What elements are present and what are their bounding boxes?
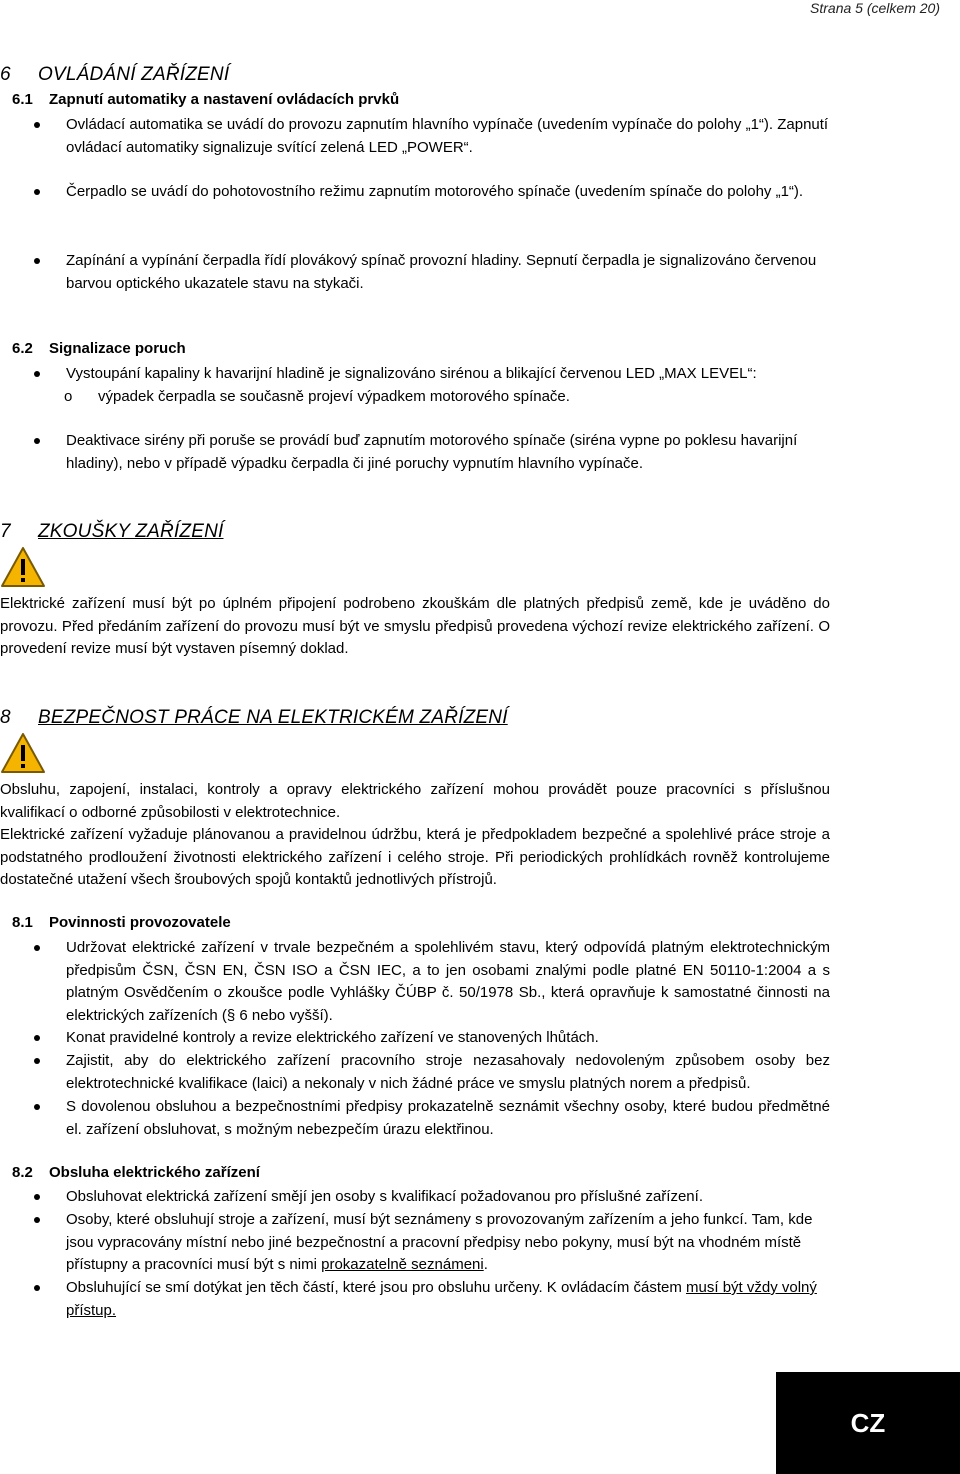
- section-6-heading: [0, 64, 229, 86]
- warning-triangle-icon: [0, 732, 46, 774]
- paragraph: Obsluhu, zapojení, instalaci, kontroly a opravy elektrického zařízení mohou provádět pouze pracovníci s příslušnou kvalifikací o odborné způsobilosti v elektrotechnice.: [0, 781, 830, 821]
- list-item-text: Obsluhující se smí dotýkat jen těch částí, které jsou pro obsluhu určeny. K ovládacím částem: [66, 1279, 687, 1296]
- subsection-title: Povinnosti provozovatele: [49, 914, 231, 931]
- sub-list-marker: o: [64, 388, 73, 405]
- list-item: Deaktivace sirény při poruše se provádí buď zapnutím motorového spínače (siréna vypne po poklesu havarijní hladiny), nebo v případě výpadku čerpadla či jiné poruchy vypnutím hlavního vypínače.: [66, 430, 830, 475]
- list-item-text: .: [483, 1256, 488, 1273]
- section-8-heading: [0, 707, 508, 729]
- list-item: S dovolenou obsluhou a bezpečnostními předpisy prokazatelně seznámit všechny osoby, které budou předmětné el. zařízení obsluhovat, s možným nebezpečím úrazu elektřinou.: [66, 1096, 830, 1141]
- subsection-number: 8.1: [12, 914, 33, 931]
- section-title: OVLÁDÁNÍ ZAŘÍZENÍ: [38, 64, 230, 85]
- subsection-6-2-heading: [12, 340, 186, 357]
- section-title: BEZPEČNOST PRÁCE NA ELEKTRICKÉM ZAŘÍZENÍ: [38, 707, 508, 728]
- list-item-text: Osoby, které obsluhují stroje a zařízení, musí být seznámeny s provozovaným zařízením a jeho funkcí. Tam, kde jsou vypracovány místní nebo jiné bezpečnostní a pracovní předpisy nebo pokyny, musí být na vhodném místě přístupny a pracovníci musí být s nimi: [66, 1211, 813, 1273]
- subsection-number: 8.2: [12, 1164, 33, 1181]
- section-number: 8: [0, 707, 11, 728]
- page-number: Strana 5 (celkem 20): [810, 0, 940, 16]
- warning-triangle-icon: [0, 546, 46, 588]
- section-number: 7: [0, 521, 11, 542]
- subsection-title: Zapnutí automatiky a nastavení ovládacích prvků: [49, 91, 400, 108]
- section-number: 6: [0, 64, 11, 85]
- list-item: Zajistit, aby do elektrického zařízení pracovního stroje nezasahovaly nedovoleným způsobem osoby bez elektrotechnické kvalifikace (laici) a nekonaly v nich žádné práce ve smyslu platných norem a předpisů.: [66, 1050, 830, 1095]
- list-item: Čerpadlo se uvádí do pohotovostního režimu zapnutím motorového spínače (uvedením spínače do polohy „1“).: [66, 181, 830, 204]
- underlined-text: prokazatelně seznámeni: [321, 1256, 484, 1273]
- subsection-8-1-heading: [12, 914, 231, 931]
- language-badge: CZ: [776, 1372, 960, 1474]
- list-item: Zapínání a vypínání čerpadla řídí plovákový spínač provozní hladiny. Sepnutí čerpadla je signalizováno červenou barvou optického ukazatele stavu na stykači.: [66, 250, 830, 295]
- subsection-number: 6.1: [12, 91, 33, 108]
- list-item: Obsluhovat elektrická zařízení smějí jen osoby s kvalifikací požadovanou pro příslušné zařízení.: [66, 1186, 830, 1209]
- list-item: Vystoupání kapaliny k havarijní hladině je signalizováno sirénou a blikající červenou LED „MAX LEVEL“:: [66, 363, 846, 386]
- list-item: Udržovat elektrické zařízení v trvale bezpečném a spolehlivém stavu, který odpovídá platným elektrotechnickým předpisům ČSN, ČSN EN, ČSN ISO a ČSN IEC, a to jen osobami znalými podle platné EN 50110-1:2004 a s platným Osvědčením o zkoušce podle Vyhlášky ČÚBP č. 50/1978 Sb., která opravňuje k samostatné činnosti na elektrických zařízeních (§ 6 nebo vyšší).: [66, 937, 830, 1027]
- list-item: [66, 1277, 830, 1322]
- list-item: Ovládací automatika se uvádí do provozu zapnutím hlavního vypínače (uvedením vypínače do polohy „1“). Zapnutí ovládací automatiky signalizuje svítící zelená LED „POWER“.: [66, 114, 830, 159]
- underlined-text: musí být vždy volný přístup.: [66, 1279, 817, 1319]
- section-title: ZKOUŠKY ZAŘÍZENÍ: [38, 521, 224, 542]
- subsection-8-2-heading: [12, 1164, 260, 1181]
- subsection-6-1-heading: [12, 91, 399, 108]
- subsection-title: Obsluha elektrického zařízení: [49, 1164, 260, 1181]
- subsection-title: Signalizace poruch: [49, 340, 186, 357]
- paragraph: Elektrické zařízení vyžaduje plánovanou a pravidelnou údržbu, která je předpokladem bezpečné a spolehlivé práce stroje a podstatného prodloužení životnosti elektrického zařízení i celého stroje. Při periodických prohlídkách rovněž kontrolujeme dostatečné utažení všech šroubových spojů kontaktů jednotlivých přístrojů.: [0, 826, 830, 888]
- paragraph: Elektrické zařízení musí být po úplném připojení podrobeno zkouškám dle platných předpisů země, kde je uváděno do provozu. Před předáním zařízení do provozu musí být ve smyslu předpisů provedena výchozí revize elektrického zařízení. O provedení revize musí být vystaven písemný doklad.: [0, 595, 830, 657]
- list-item: [66, 1209, 830, 1277]
- section-7-heading: [0, 521, 224, 543]
- list-item: Konat pravidelné kontroly a revize elektrického zařízení ve stanovených lhůtách.: [66, 1027, 830, 1050]
- subsection-number: 6.2: [12, 340, 33, 357]
- sub-list-text: výpadek čerpadla se současně projeví výpadkem motorového spínače.: [98, 388, 570, 405]
